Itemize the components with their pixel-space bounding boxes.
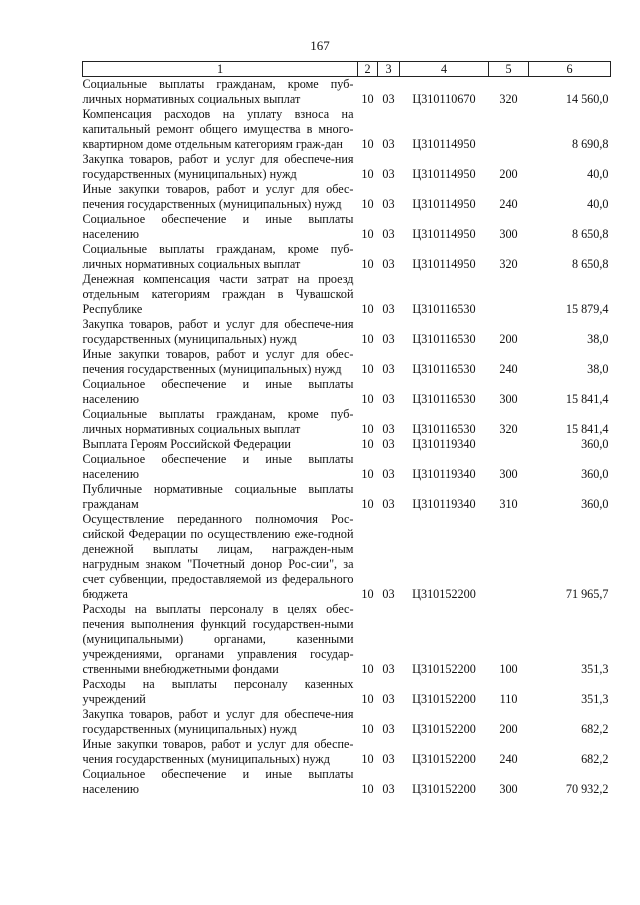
- subsection-code: 03: [382, 752, 395, 766]
- table-row: [83, 677, 611, 707]
- amount: 15 841,4: [565, 422, 609, 436]
- subsection-code: 03: [382, 437, 395, 451]
- amount: 14 560,0: [565, 92, 609, 106]
- table-row: [83, 377, 611, 407]
- table-row: [83, 707, 611, 737]
- section-code: 10: [361, 92, 374, 106]
- subsection-code: 03: [382, 302, 395, 316]
- table-header: [83, 62, 611, 77]
- amount: 8 650,8: [571, 257, 609, 271]
- item-name: Выплата Героям Российской Федерации: [82, 437, 291, 451]
- section-code: 10: [361, 227, 374, 241]
- section-code: 10: [361, 302, 374, 316]
- target-article-code: Ц310152200: [412, 587, 476, 601]
- amount: 351,3: [581, 692, 609, 706]
- table-row: [83, 767, 611, 797]
- expense-type-code: 240: [499, 197, 518, 211]
- table-row: [83, 347, 611, 377]
- subsection-code: 03: [382, 167, 395, 181]
- section-code: 10: [361, 497, 374, 511]
- item-name: Социальное обеспечение и иные выплаты населению: [82, 212, 354, 241]
- expense-type-code: 300: [499, 782, 518, 796]
- section-code: 10: [361, 782, 374, 796]
- budget-table: [82, 61, 611, 797]
- amount: 40,0: [587, 197, 609, 211]
- expense-type-code: 240: [499, 752, 518, 766]
- target-article-code: Ц310116530: [412, 422, 476, 436]
- expense-type-code: [489, 272, 529, 317]
- table-row: [83, 212, 611, 242]
- subsection-code: 03: [382, 662, 395, 676]
- amount: 38,0: [587, 362, 609, 376]
- item-name: Расходы на выплаты персоналу казенных учреждений: [82, 677, 354, 706]
- section-code: 10: [361, 662, 374, 676]
- target-article-code: Ц310152200: [412, 752, 476, 766]
- subsection-code: 03: [382, 332, 395, 346]
- target-article-code: Ц310116530: [412, 392, 476, 406]
- target-article-code: Ц310116530: [412, 332, 476, 346]
- expense-type-code: 200: [499, 167, 518, 181]
- section-code: 10: [361, 332, 374, 346]
- amount: 8 650,8: [571, 227, 609, 241]
- target-article-code: Ц310114950: [412, 137, 476, 151]
- item-name: Социальное обеспечение и иные выплаты населению: [82, 452, 354, 481]
- target-article-code: Ц310114950: [412, 257, 476, 271]
- table-row: [83, 452, 611, 482]
- item-name: Иные закупки товаров, работ и услуг для обеспе-чения государственных (муниципальных) нужд: [82, 737, 354, 766]
- item-name: Осуществление переданного полномочия Рос-сийской Федерации по осуществлению еже-годной денежной выплаты лицам, награжден-ным нагрудным знаком "Почетный донор Рос-сии", за счет субвенции, предоставляемой из федерального бюджета: [82, 512, 354, 601]
- subsection-code: 03: [382, 782, 395, 796]
- subsection-code: 03: [382, 227, 395, 241]
- column-header: 1: [83, 62, 358, 77]
- target-article-code: Ц310114950: [412, 227, 476, 241]
- table-row: [83, 77, 611, 108]
- subsection-code: 03: [382, 692, 395, 706]
- target-article-code: Ц310119340: [412, 467, 476, 481]
- subsection-code: 03: [382, 422, 395, 436]
- table-row: [83, 437, 611, 452]
- expense-type-code: [489, 107, 529, 152]
- expense-type-code: 200: [499, 332, 518, 346]
- amount: 70 932,2: [565, 782, 609, 796]
- section-code: 10: [361, 392, 374, 406]
- item-name: Иные закупки товаров, работ и услуг для обес-печения государственных (муниципальных) нужд: [82, 347, 354, 376]
- expense-type-code: 320: [499, 257, 518, 271]
- target-article-code: Ц310114950: [412, 167, 476, 181]
- page-number: 167: [310, 38, 330, 53]
- subsection-code: 03: [382, 497, 395, 511]
- expense-type-code: [489, 437, 529, 452]
- table-row: [83, 407, 611, 437]
- item-name: Публичные нормативные социальные выплаты гражданам: [82, 482, 354, 511]
- table-body: [83, 77, 611, 798]
- column-header: 5: [489, 62, 529, 77]
- table-row: [83, 482, 611, 512]
- expense-type-code: 110: [499, 692, 518, 706]
- amount: 40,0: [587, 167, 609, 181]
- target-article-code: Ц310152200: [412, 662, 476, 676]
- target-article-code: Ц310116530: [412, 362, 476, 376]
- subsection-code: 03: [382, 392, 395, 406]
- section-code: 10: [361, 467, 374, 481]
- table-row: [83, 272, 611, 317]
- section-code: 10: [361, 167, 374, 181]
- subsection-code: 03: [382, 587, 395, 601]
- amount: 360,0: [581, 497, 609, 511]
- table-row: [83, 737, 611, 767]
- item-name: Социальное обеспечение и иные выплаты населению: [82, 767, 354, 796]
- column-header: 3: [378, 62, 400, 77]
- expense-type-code: 300: [499, 467, 518, 481]
- subsection-code: 03: [382, 722, 395, 736]
- target-article-code: Ц310119340: [412, 497, 476, 511]
- table-row: [83, 602, 611, 677]
- amount: 682,2: [581, 722, 609, 736]
- target-article-code: Ц310116530: [412, 302, 476, 316]
- table-row: [83, 317, 611, 347]
- section-code: 10: [361, 722, 374, 736]
- table-row: [83, 152, 611, 182]
- section-code: 10: [361, 587, 374, 601]
- amount: 360,0: [581, 437, 609, 451]
- subsection-code: 03: [382, 362, 395, 376]
- column-header: 6: [529, 62, 611, 77]
- item-name: Расходы на выплаты персоналу в целях обес-печения выполнения функций государствен-ными (муниципальными) органами, казенными учреждениями, органами управления государ-ственными внебюджетными фондами: [82, 602, 354, 676]
- amount: 360,0: [581, 467, 609, 481]
- item-name: Иные закупки товаров, работ и услуг для обес-печения государственных (муниципальных) нужд: [82, 182, 354, 211]
- expense-type-code: 310: [499, 497, 518, 511]
- item-name: Закупка товаров, работ и услуг для обеспече-ния государственных (муниципальных) нужд: [82, 707, 354, 736]
- expense-type-code: [489, 512, 529, 602]
- subsection-code: 03: [382, 137, 395, 151]
- amount: 15 841,4: [565, 392, 609, 406]
- expense-type-code: 100: [499, 662, 518, 676]
- section-code: 10: [361, 692, 374, 706]
- item-name: Закупка товаров, работ и услуг для обеспече-ния государственных (муниципальных) нужд: [82, 317, 354, 346]
- subsection-code: 03: [382, 467, 395, 481]
- item-name: Денежная компенсация части затрат на проезд отдельным категориям граждан в Чувашской Республике: [82, 272, 354, 316]
- target-article-code: Ц310152200: [412, 722, 476, 736]
- section-code: 10: [361, 362, 374, 376]
- subsection-code: 03: [382, 92, 395, 106]
- header-row: [83, 62, 611, 77]
- section-code: 10: [361, 422, 374, 436]
- expense-type-code: 320: [499, 422, 518, 436]
- target-article-code: Ц310152200: [412, 692, 476, 706]
- section-code: 10: [361, 437, 374, 451]
- expense-type-code: 300: [499, 227, 518, 241]
- table-row: [83, 242, 611, 272]
- target-article-code: Ц310114950: [412, 197, 476, 211]
- expense-type-code: 300: [499, 392, 518, 406]
- amount: 15 879,4: [565, 302, 609, 316]
- expense-type-code: 200: [499, 722, 518, 736]
- section-code: 10: [361, 197, 374, 211]
- section-code: 10: [361, 137, 374, 151]
- item-name: Социальные выплаты гражданам, кроме пуб-личных нормативных социальных выплат: [82, 77, 354, 106]
- subsection-code: 03: [382, 197, 395, 211]
- column-header: 2: [358, 62, 378, 77]
- section-code: 10: [361, 257, 374, 271]
- target-article-code: Ц310110670: [412, 92, 476, 106]
- item-name: Социальное обеспечение и иные выплаты населению: [82, 377, 354, 406]
- subsection-code: 03: [382, 257, 395, 271]
- section-code: 10: [361, 752, 374, 766]
- amount: 351,3: [581, 662, 609, 676]
- item-name: Социальные выплаты гражданам, кроме пуб-личных нормативных социальных выплат: [82, 407, 354, 436]
- amount: 71 965,7: [565, 587, 609, 601]
- item-name: Компенсация расходов на уплату взноса на капитальный ремонт общего имущества в много-квартирном доме отдельным категориям граж-дан: [82, 107, 354, 151]
- expense-type-code: 320: [499, 92, 518, 106]
- target-article-code: Ц310152200: [412, 782, 476, 796]
- column-header: 4: [400, 62, 489, 77]
- table-row: [83, 107, 611, 152]
- amount: 8 690,8: [571, 137, 609, 151]
- table-row: [83, 182, 611, 212]
- expense-type-code: 240: [499, 362, 518, 376]
- amount: 682,2: [581, 752, 609, 766]
- table-row: [83, 512, 611, 602]
- item-name: Закупка товаров, работ и услуг для обеспече-ния государственных (муниципальных) нужд: [82, 152, 354, 181]
- target-article-code: Ц310119340: [412, 437, 476, 451]
- amount: 38,0: [587, 332, 609, 346]
- item-name: Социальные выплаты гражданам, кроме пуб-личных нормативных социальных выплат: [82, 242, 354, 271]
